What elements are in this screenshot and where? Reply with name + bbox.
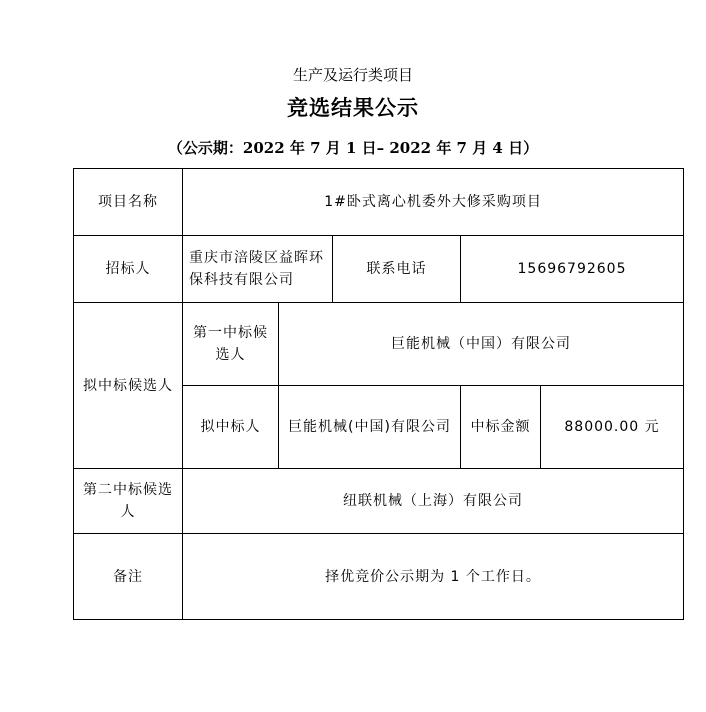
proposed-winner-value: 巨能机械(中国)有限公司 [279,386,461,469]
row-second-candidate [74,469,684,534]
row-first-candidate [74,303,684,386]
first-candidate-value: 巨能机械（中国）有限公司 [279,303,684,386]
project-name-value: 1#卧式离心机委外大修采购项目 [183,169,684,236]
proposed-candidate-label: 拟中标候选人 [74,303,183,469]
phone-value: 15696792605 [461,236,684,303]
remarks-value: 择优竞价公示期为 1 个工作日。 [183,534,684,620]
page-title: 竞选结果公示 [287,96,419,120]
phone-label: 联系电话 [333,236,461,303]
tenderer-label: 招标人 [74,236,183,303]
second-candidate-value: 纽联机械（上海）有限公司 [183,469,684,534]
first-candidate-label: 第一中标候选人 [183,303,279,386]
row-project-name [74,169,684,236]
result-table [73,168,684,620]
second-candidate-label: 第二中标候选人 [74,469,183,534]
row-remarks [74,534,684,620]
row-tenderer [74,236,684,303]
project-category: 生产及运行类项目 [292,66,413,84]
tenderer-value: 重庆市涪陵区益晖环保科技有限公司 [183,236,333,303]
proposed-winner-label: 拟中标人 [183,386,279,469]
remarks-label: 备注 [74,534,183,620]
bid-amount-label: 中标金额 [461,386,541,469]
project-name-label: 项目名称 [74,169,183,236]
notice-period: （公示期：2022 年 7 月 1 日– 2022 年 7 月 4 日） [167,139,539,157]
bid-amount-value: 88000.00 元 [541,386,684,469]
